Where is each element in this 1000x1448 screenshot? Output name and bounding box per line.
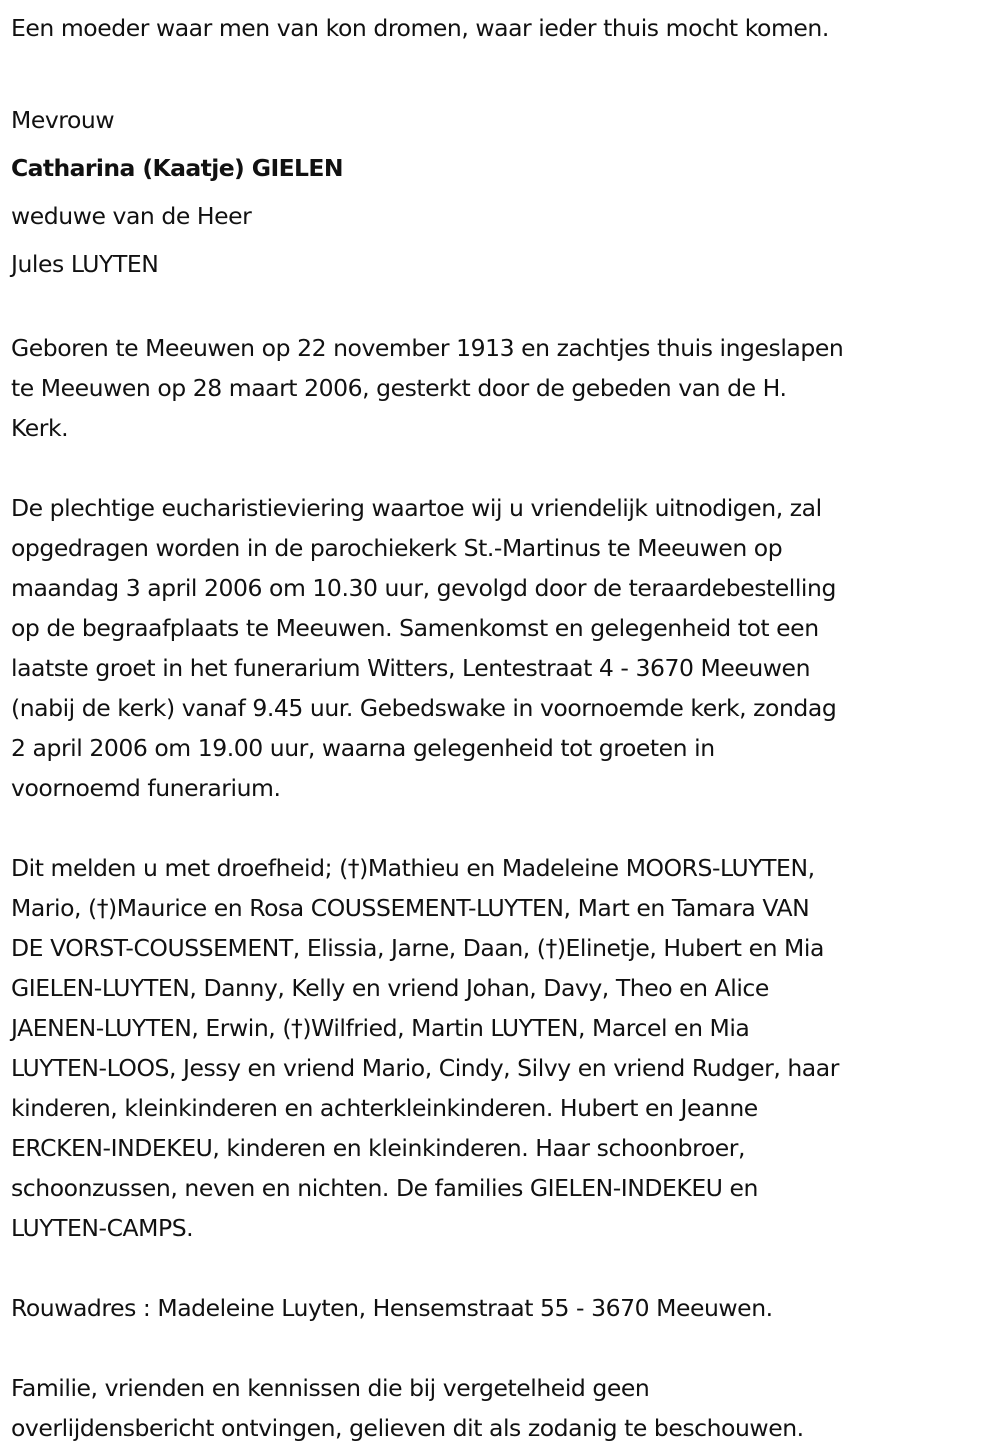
paragraph-line: Dit melden u met droefheid; (†)Mathieu en Madeleine MOORS-LUYTEN, (11, 854, 815, 882)
paragraph-line: 2 april 2006 om 19.00 uur, waarna gelegenheid tot groeten in (11, 734, 715, 762)
paragraph-line: kinderen, kleinkinderen en achterkleinkinderen. Hubert en Jeanne (11, 1094, 758, 1122)
ceremony-paragraph (11, 488, 990, 808)
salutation: Mevrouw (11, 106, 115, 134)
paragraph-line: JAENEN-LUYTEN, Erwin, (†)Wilfried, Martin LUYTEN, Marcel en Mia (11, 1014, 750, 1042)
paragraph-line: (nabij de kerk) vanaf 9.45 uur. Gebedswake in voornoemde kerk, zondag (11, 694, 837, 722)
mourning-address: Rouwadres : Madeleine Luyten, Hensemstraat 55 - 3670 Meeuwen. (11, 1294, 773, 1322)
relation: weduwe van de Heer (11, 202, 252, 230)
spacer (11, 808, 990, 848)
paragraph-line: schoonzussen, neven en nichten. De families GIELEN-INDEKEU en (11, 1174, 758, 1202)
paragraph-line: De plechtige eucharistieviering waartoe wij u vriendelijk uitnodigen, zal (11, 494, 822, 522)
spacer (11, 1328, 990, 1368)
paragraph-line: maandag 3 april 2006 om 10.30 uur, gevolgd door de teraardebestelling (11, 574, 836, 602)
spacer (11, 48, 990, 56)
paragraph-line: GIELEN-LUYTEN, Danny, Kelly en vriend Johan, Davy, Theo en Alice (11, 974, 769, 1002)
paragraph-line: laatste groet in het funerarium Witters, Lentestraat 4 - 3670 Meeuwen (11, 654, 811, 682)
paragraph-line: Mario, (†)Maurice en Rosa COUSSEMENT-LUYTEN, Mart en Tamara VAN (11, 894, 810, 922)
paragraph-line: DE VORST-COUSSEMENT, Elissia, Jarne, Daan, (†)Elinetje, Hubert en Mia (11, 934, 824, 962)
paragraph-line: voornoemd funerarium. (11, 774, 281, 802)
paragraph-line: opgedragen worden in de parochiekerk St.-Martinus te Meeuwen op (11, 534, 783, 562)
paragraph-line: Geboren te Meeuwen op 22 november 1913 en zachtjes thuis ingeslapen (11, 334, 844, 362)
spacer (11, 1248, 990, 1288)
deceased-header (11, 96, 990, 288)
paragraph-line: overlijdensbericht ontvingen, gelieven dit als zodanig te beschouwen. (11, 1414, 804, 1442)
paragraph-line: Familie, vrienden en kennissen die bij vergetelheid geen (11, 1374, 650, 1402)
spouse-name: Jules LUYTEN (11, 250, 159, 278)
closing-paragraph (11, 1368, 990, 1448)
paragraph-line: op de begraafplaats te Meeuwen. Samenkomst en gelegenheid tot een (11, 614, 819, 642)
motto: Een moeder waar men van kon dromen, waar ieder thuis mocht komen. (11, 14, 829, 42)
paragraph-line: LUYTEN-LOOS, Jessy en vriend Mario, Cindy, Silvy en vriend Rudger, haar (11, 1054, 839, 1082)
paragraph-line: ERCKEN-INDEKEU, kinderen en kleinkinderen. Haar schoonbroer, (11, 1134, 745, 1162)
announcement-paragraph (11, 848, 990, 1248)
paragraph-line: LUYTEN-CAMPS. (11, 1214, 194, 1242)
paragraph-line: Kerk. (11, 414, 69, 442)
deceased-name: Catharina (Kaatje) GIELEN (11, 154, 343, 182)
paragraph-line: te Meeuwen op 28 maart 2006, gesterkt door de gebeden van de H. (11, 374, 787, 402)
spacer (11, 56, 990, 96)
spacer (11, 448, 990, 488)
spacer (11, 288, 990, 328)
birth-death-paragraph (11, 328, 990, 448)
